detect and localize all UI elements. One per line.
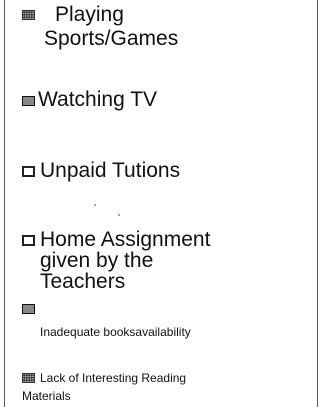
legend-swatch-unpaid-tutions — [22, 166, 35, 177]
legend-label-line: Teachers — [40, 270, 126, 293]
legend-item-watching-tv — [22, 89, 157, 111]
legend-label-inadequate-books: Inadequate booksavailability — [40, 325, 191, 339]
legend-item-unpaid-tutions — [22, 160, 180, 182]
legend-item-lack-of-reading-materials — [22, 370, 186, 404]
legend-label-line: Materials — [22, 389, 71, 403]
legend-swatch-lack-of-reading-materials — [22, 373, 35, 383]
legend-swatch-inadequate-books — [22, 304, 35, 314]
legend-label-line: Sports/Games — [44, 27, 179, 50]
legend-label-line: Watching TV — [38, 88, 158, 111]
legend-swatch-watching-tv — [22, 96, 35, 106]
legend-item-playing-sports — [22, 4, 178, 50]
legend-swatch-playing-sports — [22, 10, 35, 20]
legend-label-line: Lack of Interesting Reading — [40, 371, 187, 385]
legend-label-line: Home Assignment — [40, 228, 211, 251]
scan-speck — [94, 204, 96, 206]
legend-frame — [4, 0, 318, 407]
legend-swatch-home-assignment — [22, 235, 35, 246]
legend-label-line: Unpaid Tutions — [40, 159, 181, 182]
scan-speck — [118, 214, 120, 216]
legend-item-home-assignment — [22, 229, 210, 293]
legend-label-line: Playing — [55, 3, 124, 26]
legend-label-line: given by the — [40, 249, 154, 272]
